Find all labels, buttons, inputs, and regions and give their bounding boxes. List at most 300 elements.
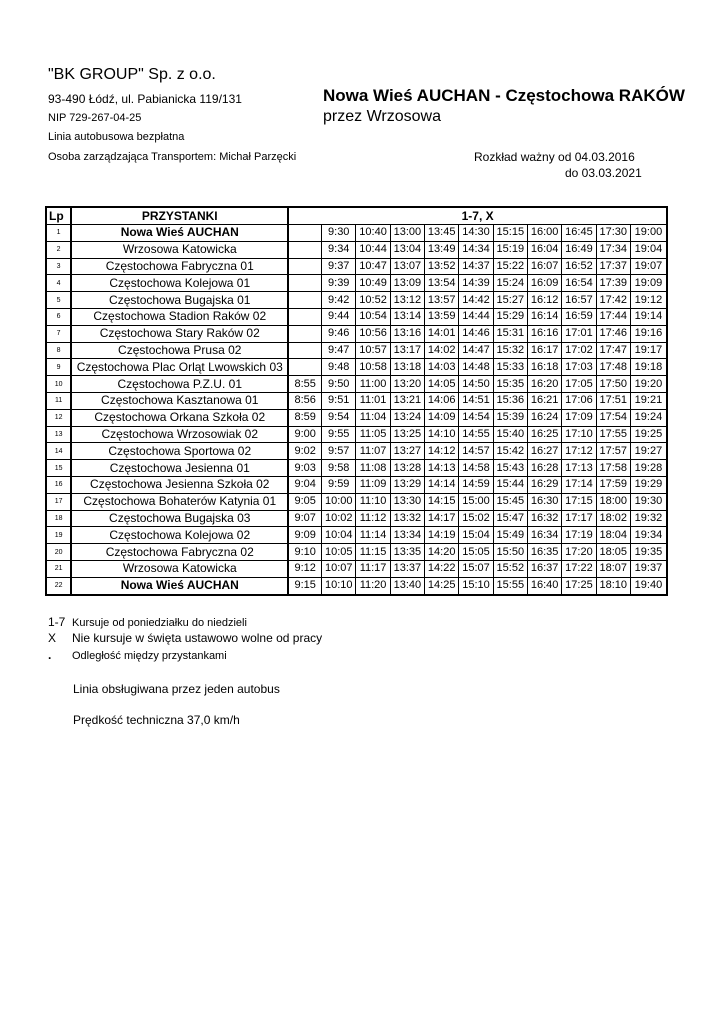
stop-name: Nowa Wieś AUCHAN: [71, 577, 288, 594]
departure-time: 15:36: [493, 392, 527, 409]
departure-time: 9:44: [322, 308, 356, 325]
company-name: "BK GROUP" Sp. z o.o.: [48, 66, 216, 83]
stop-name: Nowa Wieś AUCHAN: [71, 225, 288, 242]
departure-time: [288, 292, 321, 309]
departure-time: 9:58: [322, 460, 356, 477]
departure-time: 16:54: [562, 275, 596, 292]
departure-time: 13:14: [390, 308, 424, 325]
departure-time: 14:03: [425, 359, 459, 376]
departure-time: 16:14: [527, 308, 561, 325]
departure-time: 19:12: [630, 292, 667, 309]
table-row: [46, 376, 667, 393]
route-via: przez Wrzosowa: [323, 108, 441, 125]
departure-time: 19:28: [630, 460, 667, 477]
departure-time: 19:32: [630, 510, 667, 527]
row-number: 1: [46, 225, 71, 242]
table-row: [46, 527, 667, 544]
departure-time: 9:34: [322, 241, 356, 258]
departure-time: 14:42: [459, 292, 493, 309]
table-row: [46, 308, 667, 325]
departure-time: 19:04: [630, 241, 667, 258]
departure-time: 13:25: [390, 426, 424, 443]
table-row: [46, 476, 667, 493]
row-number: 16: [46, 476, 71, 493]
departure-time: 16:00: [527, 225, 561, 242]
departure-time: 13:00: [390, 225, 424, 242]
departure-time: 19:37: [630, 560, 667, 577]
table-row: [46, 443, 667, 460]
valid-from: Rozkład ważny od 04.03.2016: [474, 150, 635, 164]
stop-name: Częstochowa Fabryczna 02: [71, 544, 288, 561]
departure-time: 19:35: [630, 544, 667, 561]
timetable: [45, 206, 668, 596]
departure-time: 14:25: [425, 577, 459, 594]
departure-time: 17:46: [596, 325, 630, 342]
table-row: [46, 409, 667, 426]
departure-time: 13:40: [390, 577, 424, 594]
departure-time: 19:14: [630, 308, 667, 325]
table-row: [46, 225, 667, 242]
departure-time: 17:58: [596, 460, 630, 477]
line-type: Linia autobusowa bezpłatna: [48, 131, 185, 143]
departure-time: 14:20: [425, 544, 459, 561]
departure-time: 9:05: [288, 493, 321, 510]
legend-key: X: [48, 631, 57, 645]
departure-time: 13:35: [390, 544, 424, 561]
departure-time: 14:58: [459, 460, 493, 477]
departure-time: 18:07: [596, 560, 630, 577]
departure-time: 16:28: [527, 460, 561, 477]
row-number: 4: [46, 275, 71, 292]
stop-name: Wrzosowa Katowicka: [71, 241, 288, 258]
table-row: [46, 510, 667, 527]
departure-time: 16:16: [527, 325, 561, 342]
departure-time: 16:24: [527, 409, 561, 426]
departure-time: 19:09: [630, 275, 667, 292]
departure-time: 19:20: [630, 376, 667, 393]
departure-time: 16:20: [527, 376, 561, 393]
row-number: 8: [46, 342, 71, 359]
departure-time: [288, 225, 321, 242]
departure-time: [288, 342, 321, 359]
departure-time: 15:02: [459, 510, 493, 527]
departure-time: 13:27: [390, 443, 424, 460]
stop-name: Częstochowa Jesienna 01: [71, 460, 288, 477]
row-number: 2: [46, 241, 71, 258]
departure-time: 10:56: [356, 325, 390, 342]
col-stops: PRZYSTANKI: [71, 207, 288, 225]
departure-time: 18:02: [596, 510, 630, 527]
table-row: [46, 325, 667, 342]
departure-time: 17:50: [596, 376, 630, 393]
departure-time: 16:59: [562, 308, 596, 325]
stop-name: Częstochowa Bohaterów Katynia 01: [71, 493, 288, 510]
departure-time: 15:55: [493, 577, 527, 594]
departure-time: 15:52: [493, 560, 527, 577]
table-row: [46, 241, 667, 258]
departure-time: 13:59: [425, 308, 459, 325]
row-number: 22: [46, 577, 71, 594]
departure-time: 15:43: [493, 460, 527, 477]
departure-time: 11:09: [356, 476, 390, 493]
departure-time: 14:15: [425, 493, 459, 510]
departure-time: 16:27: [527, 443, 561, 460]
departure-time: 16:52: [562, 258, 596, 275]
departure-time: 17:09: [562, 409, 596, 426]
departure-time: 10:44: [356, 241, 390, 258]
departure-time: 9:10: [288, 544, 321, 561]
departure-time: 9:47: [322, 342, 356, 359]
departure-time: 9:51: [322, 392, 356, 409]
departure-time: 15:27: [493, 292, 527, 309]
row-number: 15: [46, 460, 71, 477]
row-number: 12: [46, 409, 71, 426]
departure-time: 11:07: [356, 443, 390, 460]
departure-time: [288, 308, 321, 325]
table-row: [46, 560, 667, 577]
departure-time: 14:17: [425, 510, 459, 527]
departure-time: 14:55: [459, 426, 493, 443]
departure-time: 16:17: [527, 342, 561, 359]
departure-time: 11:01: [356, 392, 390, 409]
departure-time: 17:10: [562, 426, 596, 443]
stop-name: Częstochowa Stadion Raków 02: [71, 308, 288, 325]
departure-time: 16:57: [562, 292, 596, 309]
departure-time: 17:47: [596, 342, 630, 359]
table-row: [46, 426, 667, 443]
departure-time: 9:42: [322, 292, 356, 309]
departure-time: 16:12: [527, 292, 561, 309]
departure-time: 16:40: [527, 577, 561, 594]
table-row: [46, 493, 667, 510]
departure-time: 10:54: [356, 308, 390, 325]
departure-time: 17:06: [562, 392, 596, 409]
departure-time: 19:18: [630, 359, 667, 376]
departure-time: 8:59: [288, 409, 321, 426]
departure-time: 11:15: [356, 544, 390, 561]
departure-time: 11:12: [356, 510, 390, 527]
legend-text: Odległość między przystankami: [72, 650, 227, 662]
departure-time: 18:10: [596, 577, 630, 594]
legend-item: [48, 615, 247, 629]
row-number: 6: [46, 308, 71, 325]
departure-time: 13:18: [390, 359, 424, 376]
note-one-bus: Linia obsługiwana przez jeden autobus: [73, 682, 280, 696]
departure-time: 17:19: [562, 527, 596, 544]
departure-time: 13:37: [390, 560, 424, 577]
departure-time: 16:37: [527, 560, 561, 577]
departure-time: 17:51: [596, 392, 630, 409]
row-number: 14: [46, 443, 71, 460]
departure-time: 17:25: [562, 577, 596, 594]
stop-name: Częstochowa Bugajska 03: [71, 510, 288, 527]
departure-time: 13:29: [390, 476, 424, 493]
departure-time: 11:17: [356, 560, 390, 577]
table-row: [46, 342, 667, 359]
departure-time: 19:25: [630, 426, 667, 443]
departure-time: 9:15: [288, 577, 321, 594]
departure-time: 14:54: [459, 409, 493, 426]
departure-time: 13:49: [425, 241, 459, 258]
departure-time: 15:47: [493, 510, 527, 527]
departure-time: 14:14: [425, 476, 459, 493]
departure-time: 18:05: [596, 544, 630, 561]
departure-time: 15:10: [459, 577, 493, 594]
departure-time: 15:07: [459, 560, 493, 577]
departure-time: 16:09: [527, 275, 561, 292]
row-number: 3: [46, 258, 71, 275]
departure-time: 17:22: [562, 560, 596, 577]
departure-time: 19:16: [630, 325, 667, 342]
departure-time: 15:49: [493, 527, 527, 544]
departure-time: 14:19: [425, 527, 459, 544]
departure-time: 15:24: [493, 275, 527, 292]
departure-time: 17:57: [596, 443, 630, 460]
departure-time: 19:29: [630, 476, 667, 493]
departure-time: 14:50: [459, 376, 493, 393]
departure-time: 16:18: [527, 359, 561, 376]
departure-time: 11:08: [356, 460, 390, 477]
stop-name: Częstochowa Wrzosowiak 02: [71, 426, 288, 443]
departure-time: 11:10: [356, 493, 390, 510]
departure-time: 19:40: [630, 577, 667, 594]
departure-time: 15:15: [493, 225, 527, 242]
departure-time: 15:05: [459, 544, 493, 561]
departure-time: 17:37: [596, 258, 630, 275]
departure-time: 14:34: [459, 241, 493, 258]
stop-name: Częstochowa Plac Orląt Lwowskich 03: [71, 359, 288, 376]
departure-time: 15:50: [493, 544, 527, 561]
departure-time: 15:22: [493, 258, 527, 275]
table-row: [46, 392, 667, 409]
departure-time: 10:49: [356, 275, 390, 292]
stop-name: Częstochowa P.Z.U. 01: [71, 376, 288, 393]
departure-time: 13:12: [390, 292, 424, 309]
stop-name: Częstochowa Bugajska 01: [71, 292, 288, 309]
departure-time: 15:04: [459, 527, 493, 544]
row-number: 10: [46, 376, 71, 393]
departure-time: 15:31: [493, 325, 527, 342]
departure-time: 13:21: [390, 392, 424, 409]
departure-time: 9:00: [288, 426, 321, 443]
departure-time: 17:39: [596, 275, 630, 292]
departure-time: 11:20: [356, 577, 390, 594]
table-row: [46, 258, 667, 275]
table-row: [46, 544, 667, 561]
departure-time: 16:29: [527, 476, 561, 493]
departure-time: 9:48: [322, 359, 356, 376]
departure-time: 9:59: [322, 476, 356, 493]
departure-time: 14:22: [425, 560, 459, 577]
departure-time: 17:14: [562, 476, 596, 493]
departure-time: 17:05: [562, 376, 596, 393]
row-number: 21: [46, 560, 71, 577]
legend-text: Kursuje od poniedziałku do niedzieli: [72, 617, 247, 629]
legend-item: [48, 631, 322, 645]
departure-time: 13:07: [390, 258, 424, 275]
departure-time: 14:01: [425, 325, 459, 342]
row-number: 18: [46, 510, 71, 527]
departure-time: 13:20: [390, 376, 424, 393]
table-row: [46, 292, 667, 309]
legend-text: Nie kursuje w święta ustawowo wolne od pracy: [72, 631, 323, 645]
departure-time: 10:10: [322, 577, 356, 594]
departure-time: 16:30: [527, 493, 561, 510]
departure-time: 14:13: [425, 460, 459, 477]
departure-time: 16:34: [527, 527, 561, 544]
departure-time: 19:34: [630, 527, 667, 544]
departure-time: 15:39: [493, 409, 527, 426]
departure-time: 9:39: [322, 275, 356, 292]
row-number: 13: [46, 426, 71, 443]
departure-time: 17:44: [596, 308, 630, 325]
legend-item: [48, 648, 227, 662]
departure-time: 10:02: [322, 510, 356, 527]
company-nip: NIP 729-267-04-25: [48, 112, 142, 124]
stop-name: Częstochowa Kasztanowa 01: [71, 392, 288, 409]
departure-time: 13:04: [390, 241, 424, 258]
stop-name: Częstochowa Fabryczna 01: [71, 258, 288, 275]
departure-time: 13:34: [390, 527, 424, 544]
departure-time: 14:47: [459, 342, 493, 359]
departure-time: 13:28: [390, 460, 424, 477]
stop-name: Częstochowa Stary Raków 02: [71, 325, 288, 342]
departure-time: 13:17: [390, 342, 424, 359]
departure-time: 9:30: [322, 225, 356, 242]
legend-key: 1-7: [48, 615, 66, 629]
departure-time: 14:39: [459, 275, 493, 292]
departure-time: 15:42: [493, 443, 527, 460]
departure-time: 10:52: [356, 292, 390, 309]
departure-time: 13:30: [390, 493, 424, 510]
departure-time: 13:54: [425, 275, 459, 292]
departure-time: 10:07: [322, 560, 356, 577]
departure-time: 16:04: [527, 241, 561, 258]
company-address: 93-490 Łódź, ul. Pabianicka 119/131: [48, 92, 242, 106]
departure-time: 16:25: [527, 426, 561, 443]
departure-time: 17:54: [596, 409, 630, 426]
departure-time: 16:45: [562, 225, 596, 242]
table-row: [46, 577, 667, 594]
departure-time: 9:37: [322, 258, 356, 275]
departure-time: 14:05: [425, 376, 459, 393]
departure-time: 17:20: [562, 544, 596, 561]
departure-time: 14:12: [425, 443, 459, 460]
departure-time: 14:44: [459, 308, 493, 325]
departure-time: [288, 241, 321, 258]
departure-time: 15:35: [493, 376, 527, 393]
departure-time: 19:00: [630, 225, 667, 242]
departure-time: 8:55: [288, 376, 321, 393]
route-title: Nowa Wieś AUCHAN - Częstochowa RAKÓW: [323, 86, 685, 105]
departure-time: 13:57: [425, 292, 459, 309]
departure-time: 9:46: [322, 325, 356, 342]
departure-time: 11:14: [356, 527, 390, 544]
departure-time: 14:51: [459, 392, 493, 409]
departure-time: 15:40: [493, 426, 527, 443]
row-number: 19: [46, 527, 71, 544]
departure-time: 11:00: [356, 376, 390, 393]
departure-time: 19:17: [630, 342, 667, 359]
departure-time: 9:57: [322, 443, 356, 460]
departure-time: 9:09: [288, 527, 321, 544]
departure-time: 9:02: [288, 443, 321, 460]
departure-time: 19:07: [630, 258, 667, 275]
timetable-body: [46, 225, 667, 595]
stop-name: Wrzosowa Katowicka: [71, 560, 288, 577]
row-number: 7: [46, 325, 71, 342]
departure-time: 10:04: [322, 527, 356, 544]
departure-time: 17:15: [562, 493, 596, 510]
stop-name: Częstochowa Prusa 02: [71, 342, 288, 359]
departure-time: 16:21: [527, 392, 561, 409]
departure-time: 15:19: [493, 241, 527, 258]
departure-time: 9:54: [322, 409, 356, 426]
departure-time: 17:48: [596, 359, 630, 376]
departure-time: 10:40: [356, 225, 390, 242]
departure-time: 13:45: [425, 225, 459, 242]
timetable-header: [46, 207, 667, 225]
departure-time: 10:58: [356, 359, 390, 376]
departure-time: 18:00: [596, 493, 630, 510]
departure-time: 16:07: [527, 258, 561, 275]
departure-time: 15:44: [493, 476, 527, 493]
departure-time: 17:30: [596, 225, 630, 242]
departure-time: 17:01: [562, 325, 596, 342]
row-number: 5: [46, 292, 71, 309]
col-lp: Lp: [46, 207, 71, 225]
departure-time: 19:21: [630, 392, 667, 409]
departure-time: 14:09: [425, 409, 459, 426]
departure-time: 10:05: [322, 544, 356, 561]
departure-time: 16:35: [527, 544, 561, 561]
departure-time: 10:47: [356, 258, 390, 275]
stop-name: Częstochowa Sportowa 02: [71, 443, 288, 460]
legend-key: .: [48, 648, 52, 662]
row-number: 9: [46, 359, 71, 376]
transport-manager: Osoba zarządzająca Transportem: Michał Parzęcki: [48, 151, 297, 163]
departure-time: 15:45: [493, 493, 527, 510]
row-number: 11: [46, 392, 71, 409]
departure-time: [288, 325, 321, 342]
departure-time: [288, 359, 321, 376]
departure-time: 16:49: [562, 241, 596, 258]
departure-time: 14:30: [459, 225, 493, 242]
departure-time: 15:00: [459, 493, 493, 510]
departure-time: 11:04: [356, 409, 390, 426]
departure-time: 13:52: [425, 258, 459, 275]
departure-time: 10:00: [322, 493, 356, 510]
departure-time: [288, 258, 321, 275]
stop-name: Częstochowa Kolejowa 02: [71, 527, 288, 544]
departure-time: 18:04: [596, 527, 630, 544]
departure-time: 17:55: [596, 426, 630, 443]
departure-time: 14:10: [425, 426, 459, 443]
departure-time: 13:09: [390, 275, 424, 292]
departure-time: 17:34: [596, 241, 630, 258]
departure-time: 10:57: [356, 342, 390, 359]
departure-time: 15:29: [493, 308, 527, 325]
departure-time: 17:13: [562, 460, 596, 477]
departure-time: 14:57: [459, 443, 493, 460]
col-days: 1-7, X: [288, 207, 667, 225]
departure-time: 16:32: [527, 510, 561, 527]
departure-time: 17:03: [562, 359, 596, 376]
valid-to: do 03.03.2021: [565, 166, 642, 180]
departure-time: 19:24: [630, 409, 667, 426]
departure-time: 14:02: [425, 342, 459, 359]
departure-time: 9:55: [322, 426, 356, 443]
